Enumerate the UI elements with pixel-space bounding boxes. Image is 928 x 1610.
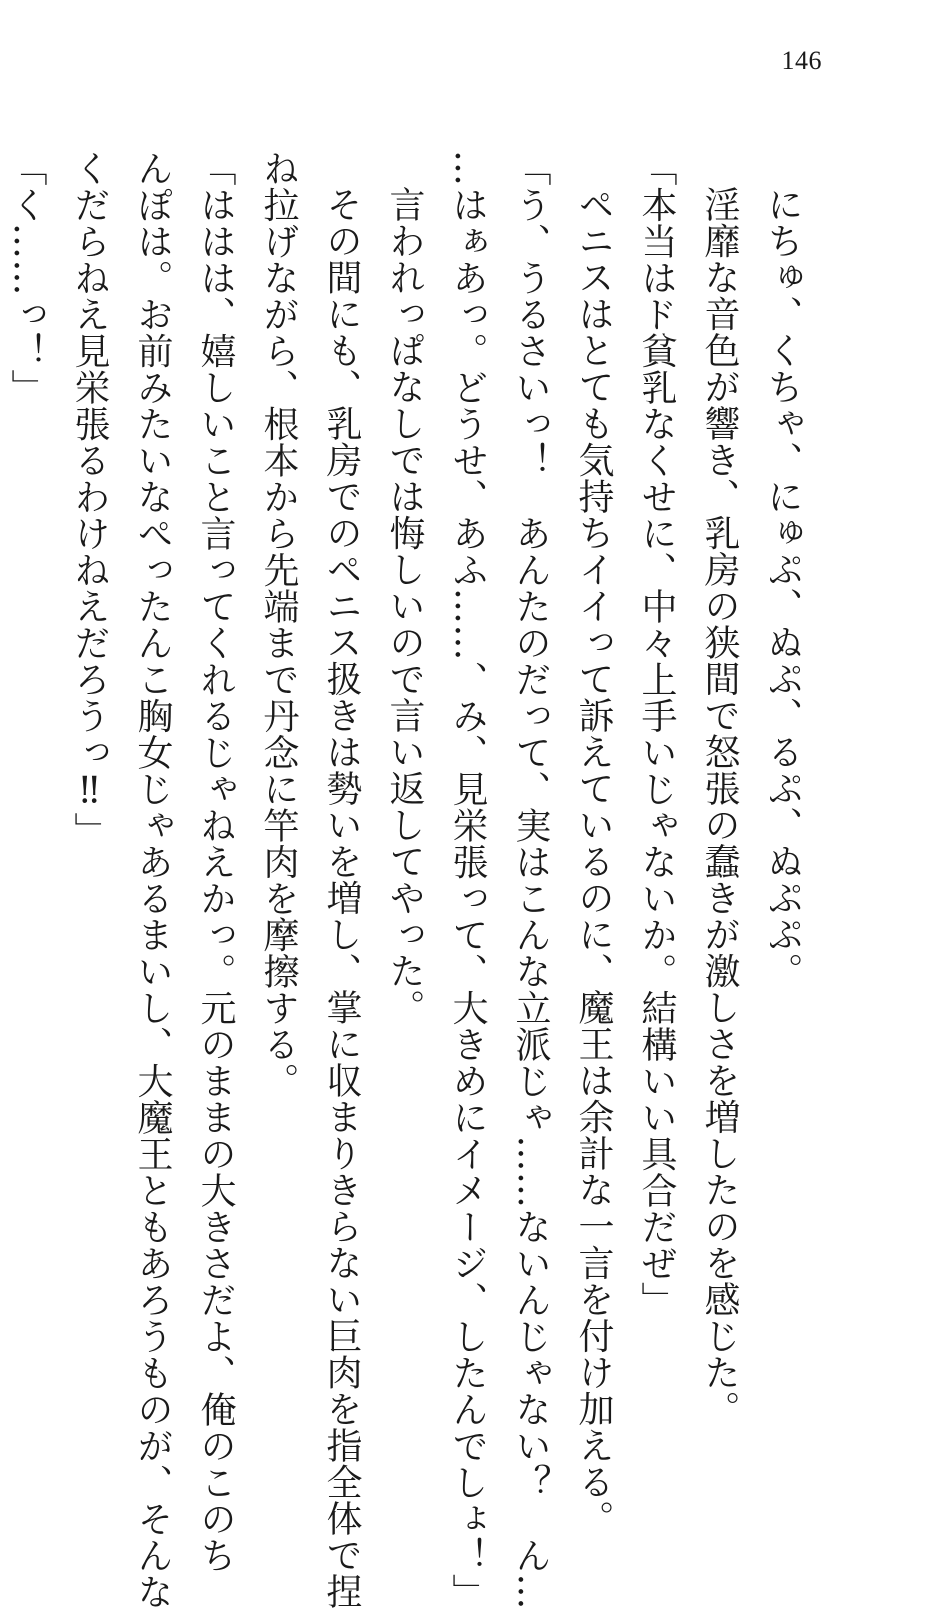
- paragraph: くだらねえ見栄張るわけねえだろうっ‼」: [69, 150, 110, 849]
- paragraph: 「本当はド貧乳なくせに、中々上手いじゃないか。結構いい具合だぜ」: [636, 150, 677, 1318]
- paragraph: 淫靡な音色が響き、乳房の狭間で怒張の蠢きが激しさを増したのを感じた。: [699, 186, 740, 1427]
- paragraph: 言われっぱなしでは悔しいので言い返してやった。: [384, 186, 425, 1026]
- paragraph: にちゅ、くちゃ、にゅぷ、ぬぷ、るぷ、ぬぷぷ。: [762, 186, 803, 989]
- paragraph: んぽは。お前みたいなぺったんこ胸女じゃあるまいし、大魔王ともあろうものが、そんな: [132, 150, 173, 1610]
- paragraph: ね拉げながら、根本から先端まで丹念に竿肉を摩擦する。: [258, 150, 299, 1099]
- body-text: [6, 150, 814, 1610]
- paragraph: ペニスはとても気持ちイイって訴えているのに、魔王は余計な一言を付け加える。: [573, 186, 614, 1537]
- paragraph: 「う、うるさいっ！ あんたのだって、実はこんな立派じゃ……ないんじゃない？ ん…: [510, 150, 551, 1610]
- paragraph: 「ははは、嬉しいこと言ってくれるじゃねえかっ。元のままの大きさだよ、俺のこのち: [195, 150, 236, 1574]
- page-number: 146: [781, 46, 822, 75]
- paragraph: 「く……っ！」: [6, 150, 47, 406]
- paragraph: その間にも、乳房でのペニス扱きは勢いを増し、掌に収まりきらない巨肉を指全体で捏: [321, 186, 362, 1610]
- paragraph: …はぁあっ。どうせ、あふ……、み、見栄張って、大きめにイメージ、したんでしょ！」: [447, 150, 488, 1610]
